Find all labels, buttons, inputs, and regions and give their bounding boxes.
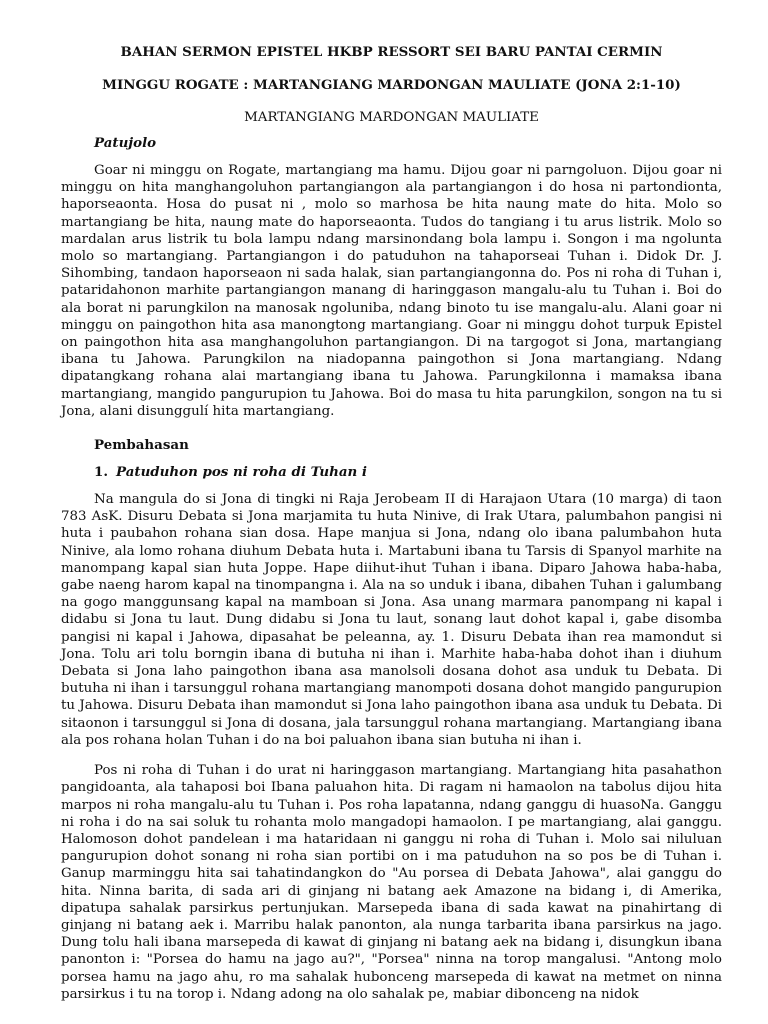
point-1-heading-row [61,464,722,480]
discussion-heading: Pembahasan [94,437,189,454]
point-1-paragraph-1: Na mangula do si Jona di tingki ni Raja Jerobeam II di Harajaon Utara (10 marga) di taon 783 AsK. Disuru Debata si Jona marjamita tu huta Ninive, di Irak Utara, palumbahon pangisi ni huta i paubahon rohana sian dosa. Hape manjua si Jona, ndang olo ibana palumbahon huta Ninive, ala lomo rohana diuhum Debata huta i. Martabuni ibana tu Tarsis di Spanyol marhite na manompang kapal sian huta Joppe. Hape diihut-ihut Tuhan i ibana. Diparo Jahowa haba-haba, gabe naeng harom kapal na tinompangna i. Ala na so unduk i ibana, dibahen Tuhan i galumbang na gogo manggunsang kapal na mamboan si Jona. Asa unang marmara panompang ni kapal i didabu si Jona tu laut. Dung didabu si Jona tu laut, sonang laut dohot kapal i, gabe disomba pangisi ni kapal i Jahowa, dipasahat be peleanna, ay. 1. Disuru Debata ihan rea mamondut si Jona. Tolu ari tolu borngin ibana di butuha ni ihan i. Marhite haba-haba dohot ihan i diuhum Debata si Jona laho paingothon ibana asa manolsoli dosana dohot asa unduk tu Debata. Di butuha ni ihan i tarsunggul rohana martangiang manompoti dosana dohot mangido pangurupion tu Jahowa. Disuru Debata ihan mamondut si Jona laho paingothon ibana asa unduk tu Debata. Di sitaonon i tarsunggul si Jona di dosana, jala tarsunggul rohana martangiang. Martangiang ibana ala pos rohana holan Tuhan i do na boi paluahon ibana sian butuha ni ihan i. [61,492,722,748]
document-title: MARTANGIANG MARDONGAN MAULIATE [244,110,539,125]
intro-paragraph: Goar ni minggu on Rogate, martangiang ma hamu. Dijou goar ni parngoluon. Dijou goar ni minggu on hita manghangoluhon partangiangon ala partangiangon i do hosa ni partondionta, haporseaonta. Hosa do pusat ni , molo so marhosa be hita naung mate do hita. Molo so martangiang be hita, naung mate do haporseaonta. Tudos do tangiang i tu arus listrik. Molo so mardalan arus listrik tu bola lampu ndang marsinondang bola lampu i. Songon i ma ngolunta molo so martangiang. Partangiangon i do patuduhon na tahaporseai Tuhan i. Didok Dr. J. Sihombing, tandaon haporseaon ni sada halak, sian partangiangonna do. Pos ni roha di Tuhan i, pataridahonon marhite partangiangon manang di haringgason mangalu-alu tu Tuhan i. Boi do ala borat ni parungkilon na manosak ngoluniba, ndang binoto tu ise mangalu-alu. Alani goar ni minggu on paingothon hita asa manongtong martangiang. Goar ni minggu dohot turpuk Epistel on paingothon hita asa manghangoluhon partangiangon. Di na targogot si Jona, martangiang ibana tu Jahowa. Parungkilon na niadopanna paingothon si Jona martangiang. Ndang dipatangkang rohana alai martangiang ibana tu Jahowa. Parungkilonna i mamaksa ibana martangiang, mangido pangurupion tu Jahowa. Boi do masa tu hita parungkilon, songon na tu si Jona, alani disunggulí hita martangiang. [61,163,722,419]
point-1-number: 1. [94,464,108,481]
point-1-paragraph-2: Pos ni roha di Tuhan i do urat ni haringgason martangiang. Martangiang hita pasahathon pangidoanta, ala tahaposi boi Ibana paluahon hita. Di ragam ni hamaolon na tabolus dijou hita marpos ni roha mangalu-alu tu Tuhan i. Pos roha lapatanna, ndang ganggu di huasoNa. Ganggu ni roha i do na sai soluk tu rohanta molo mangadopi hamaolon. I pe martangiang, alai ganggu. Halomoson dohot pandelean i ma hataridaan ni ganggu ni roha di Tuhan i. Molo sai niluluan pangurupion dohot sonang ni roha sian portibi on i ma patuduhon na so pos be di Tuhan i. Ganup marminggu hita sai tahatindangkon do "Au porsea di Debata Jahowa", alai ganggu do hita. Ninna barita, di sada ari di ginjang ni batang aek Amazone na bidang i, di Amerika, dipatupa sahalak parsirkus pertunjukan. Marsepeda ibana di sada kawat na pinahirtang di ginjang ni batang aek i. Marribu halak panonton, ala nunga tarbarita ibana parsirkus na jago. Dung tolu hali ibana marsepeda di kawat di ginjang ni batang aek na bidang i, disungkun ibana panonton i: "Porsea do hamu na jago au?", "Porsea" ninna na torop mangalusi. "Antong molo porsea hamu na jago ahu, ro ma sahalak huboncеng marsepeda di kawat na metmet on ninna parsirkus i tu na torop i. Ndang adong na olo sahalak pe, mabiar dibonceng na nidok [61,763,722,1002]
document-header-line-2: MINGGU ROGATE : MARTANGIANG MARDONGAN MAULIATE (JONA 2:1-10) [102,77,681,93]
point-1-heading: Patuduhon pos ni roha di Tuhan i [116,464,367,481]
intro-heading: Patujolo [94,135,157,151]
document-header-line-1: BAHAN SERMON EPISTEL HKBP RESSORT SEI BARU PANTAI CERMIN [120,44,663,60]
